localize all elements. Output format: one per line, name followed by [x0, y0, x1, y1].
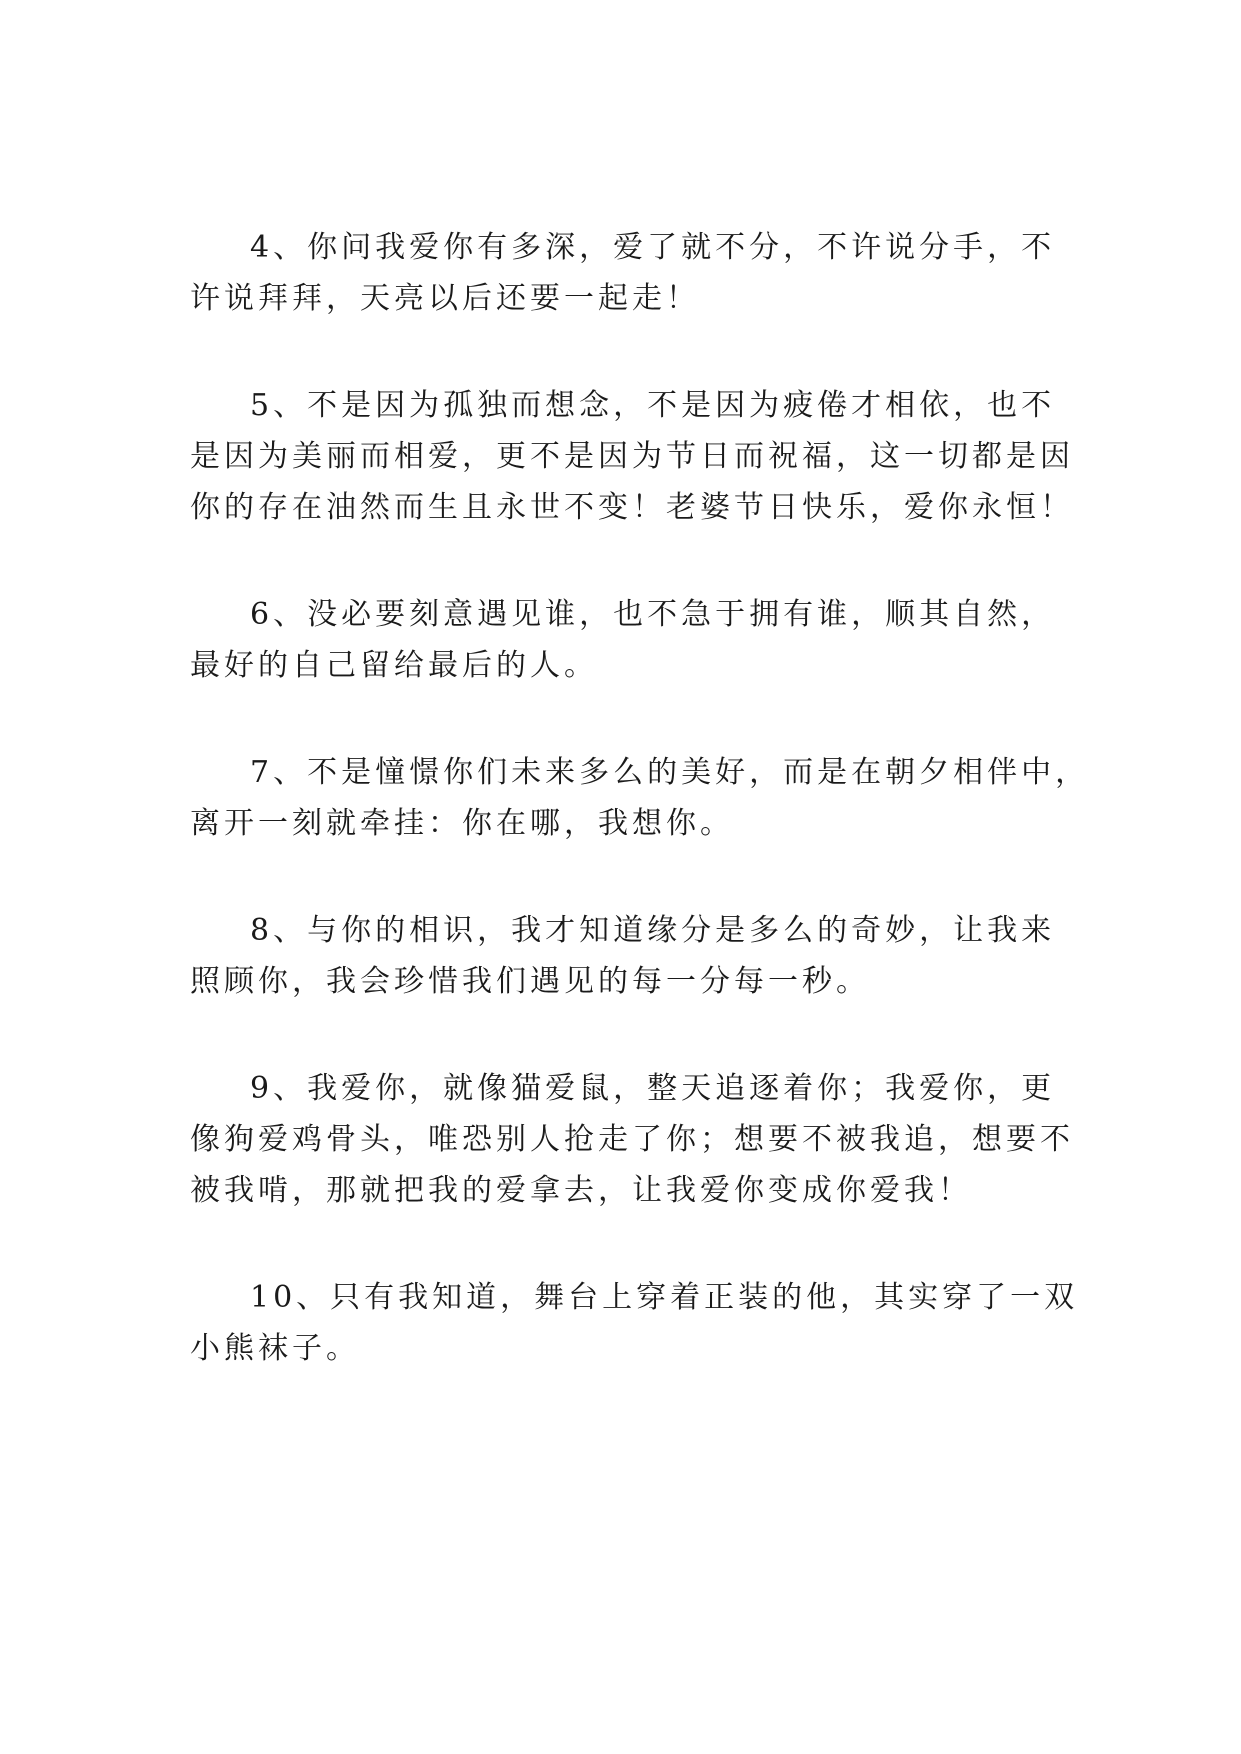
- paragraph-line: 6、没必要刻意遇见谁，也不急于拥有谁，顺其自然，: [250, 597, 1056, 632]
- paragraph-line: 是因为美丽而相爱，更不是因为节日而祝福，这一切都是因: [190, 439, 1074, 474]
- paragraph-4: [190, 222, 1060, 324]
- paragraph-5: [190, 380, 1074, 533]
- paragraph-line: 离开一刻就牵挂：你在哪，我想你。: [190, 806, 734, 841]
- document-body: [190, 222, 1090, 1430]
- paragraph-line: 最好的自己留给最后的人。: [190, 648, 598, 683]
- paragraph-9: [190, 1063, 1074, 1216]
- paragraph-line: 4、你问我爱你有多深，爱了就不分，不许说分手，不: [250, 230, 1056, 265]
- paragraph-line: 像狗爱鸡骨头，唯恐别人抢走了你；想要不被我追，想要不: [190, 1122, 1074, 1157]
- paragraph-line: 7、不是憧憬你们未来多么的美好，而是在朝夕相伴中，: [250, 755, 1090, 790]
- paragraph-10: [190, 1272, 1079, 1374]
- paragraph-8: [190, 905, 1060, 1007]
- paragraph-line: 8、与你的相识，我才知道缘分是多么的奇妙，让我来: [250, 913, 1056, 948]
- paragraph-line: 10、只有我知道，舞台上穿着正装的他，其实穿了一双: [250, 1280, 1079, 1315]
- paragraph-line: 许说拜拜，天亮以后还要一起走！: [190, 281, 700, 316]
- paragraph-line: 照顾你，我会珍惜我们遇见的每一分每一秒。: [190, 964, 870, 999]
- paragraph-7: [190, 747, 1090, 849]
- paragraph-line: 5、不是因为孤独而想念，不是因为疲倦才相依，也不: [250, 388, 1056, 423]
- paragraph-line: 被我啃，那就把我的爱拿去，让我爱你变成你爱我！: [190, 1173, 972, 1208]
- paragraph-line: 小熊袜子。: [190, 1331, 360, 1366]
- paragraph-line: 9、我爱你，就像猫爱鼠，整天追逐着你；我爱你，更: [250, 1071, 1056, 1106]
- paragraph-6: [190, 589, 1060, 691]
- paragraph-line: 你的存在油然而生且永世不变！老婆节日快乐，爱你永恒！: [190, 490, 1074, 525]
